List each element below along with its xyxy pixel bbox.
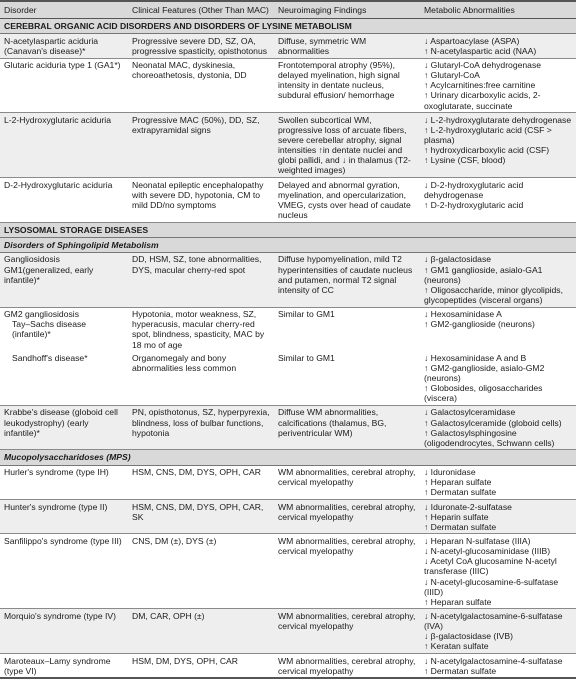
table-row (0, 34, 576, 58)
imaging-cell (274, 500, 420, 534)
disorder-cell (0, 654, 128, 679)
metabolic-cell-line: ↑ Keratan sulfate (424, 641, 489, 652)
imaging-cell-line: Swollen subcortical WM, progressive loss of arcuate fibers, severe cerebellar atrophy, signal intensities ↑in dentate nuclei and globi pallidi, and ↓ in thalamus (T2-weighted images) (278, 114, 411, 176)
disorder-cell-line: Maroteaux–Lamy syndrome (type VI) (4, 655, 111, 676)
metabolic-cell-line: ↑ L-2-hydroxyglutaric acid (CSF > plasma) (424, 124, 552, 146)
metabolic-cell-line: ↓ β-galactosidase (424, 254, 492, 265)
metabolic-cell-line: ↑ Heparin sulfate (424, 511, 489, 522)
metabolic-cell-line: ↓ Hexosaminidase A (424, 309, 502, 320)
table-row (0, 405, 576, 450)
metabolic-cell-line: ↑ GM1 ganglioside, asialo-GA1 (neurons) (424, 264, 543, 285)
disorder-cell-line: Tay–Sachs disease (12, 319, 87, 330)
imaging-cell (274, 58, 420, 113)
clinical-cell-line: HSM, CNS, DM, DYS, OPH, CAR (132, 467, 261, 478)
header-metabolic: Metabolic Abnormalities (420, 1, 576, 19)
metabolic-cell-line: ↓ β-galactosidase (IVB) (424, 631, 514, 642)
metabolic-cell-line: ↑ Urinary dicarboxylic acids, 2-oxoglutarate, succinate (424, 90, 541, 111)
disorder-cell-line: GM2 gangliosidosis (4, 309, 79, 320)
metabolic-cell-line: ↑ Dermatan sulfate (424, 665, 497, 676)
imaging-cell-line: WM abnormalities, cerebral atrophy, cervical myelopathy (278, 501, 416, 522)
metabolic-cell-line: ↓ N-acetylgalactosamine-4-sulfatase (424, 655, 563, 666)
disorder-cell-line: Krabbe's disease (globoid cell leukodystrophy) (early infantile)* (4, 407, 118, 438)
imaging-cell (274, 609, 420, 654)
imaging-cell-line: Diffuse WM abnormalities, calcifications (thalamus, BG, periventricular WM) (278, 407, 387, 438)
clinical-cell-line: Progressive severe DD, SZ, OA, progressive spasticity, opisthotonus (132, 35, 268, 56)
disorder-cell (0, 534, 128, 609)
disorder-cell (0, 58, 128, 113)
table-row (0, 534, 576, 609)
subsection-header-row (0, 450, 576, 465)
table-row (0, 609, 576, 654)
metabolic-cell-line: ↓ N-acetyl-glucosamine-6-sulfatase (IIID) (424, 576, 559, 597)
metabolic-cell-line: ↑ Dermatan sulfate (424, 487, 497, 498)
section-title: CEREBRAL ORGANIC ACID DISORDERS AND DISORDERS OF LYSINE METABOLISM (0, 19, 576, 34)
metabolic-cell-line: ↑ GM2-ganglioside (neurons) (424, 319, 535, 330)
disorder-cell (0, 34, 128, 58)
metabolic-cell (420, 307, 576, 351)
metabolic-cell (420, 465, 576, 499)
metabolic-cell (420, 351, 576, 405)
metabolic-cell (420, 34, 576, 58)
clinical-cell (128, 34, 274, 58)
clinical-cell-line: Hypotonia, motor weakness, SZ, hyperacusis, macular cherry-red spot, blindness, spasticity, MAC by 18 mo of age (132, 309, 265, 350)
metabolic-cell (420, 113, 576, 178)
table-row (0, 465, 576, 499)
clinical-cell (128, 307, 274, 351)
metabolic-cell (420, 534, 576, 609)
metabolic-cell-line: ↓ Galactosylceramidase (424, 407, 516, 418)
clinical-cell (128, 654, 274, 679)
disorder-cell-line: Hunter's syndrome (type II) (4, 501, 108, 512)
table-row (0, 351, 576, 405)
metabolic-cell-line: ↑ Oligosaccharide, minor glycolipids, glycopeptides (visceral organs) (424, 284, 563, 306)
imaging-cell-line: Delayed and abnormal gyration, myelination, and opercularization, VMEG, cysts over head of caudate nucleus (278, 179, 411, 221)
clinical-cell (128, 58, 274, 113)
table-row (0, 58, 576, 113)
metabolic-cell (420, 654, 576, 679)
metabolic-cell-line: ↑ D-2-hydroxyglutaric acid (424, 199, 524, 210)
clinical-cell-line: DD, HSM, SZ, tone abnormalities, DYS, macular cherry-red spot (132, 254, 262, 275)
table-row (0, 500, 576, 534)
section-header-row (0, 19, 576, 34)
clinical-cell-line: PN, opisthotonus, SZ, hyperpyrexia, blindness, loss of bulbar functions, hypotonia (132, 407, 270, 438)
header-neuroimaging: Neuroimaging Findings (274, 1, 420, 19)
imaging-cell (274, 534, 420, 609)
section-title: LYSOSOMAL STORAGE DISEASES (0, 222, 576, 237)
disorder-cell (0, 113, 128, 178)
imaging-cell (274, 113, 420, 178)
metabolic-cell (420, 252, 576, 307)
disorder-cell (0, 405, 128, 450)
clinical-cell (128, 609, 274, 654)
header-disorder: Disorder (0, 1, 128, 19)
imaging-cell-line: WM abnormalities, cerebral atrophy, cervical myelopathy (278, 467, 416, 488)
imaging-cell-line: Similar to GM1 (278, 309, 335, 320)
subsection-header-row (0, 237, 576, 252)
imaging-cell-line: WM abnormalities, cerebral atrophy, cervical myelopathy (278, 535, 416, 557)
clinical-cell-line: Organomegaly and bony abnormalities less common (132, 352, 237, 373)
disorder-cell-line: Glutaric aciduria type 1 (GA1*) (4, 60, 121, 71)
clinical-cell-line: DM, CAR, OPH (±) (132, 610, 205, 621)
metabolic-cell-line: ↓ N-acetyl-glucosaminidase (IIIB) (424, 546, 551, 557)
metabolic-cell-line: ↑ Galactosylsphingosine (oligodendrocytes, Schwann cells) (424, 427, 555, 448)
metabolic-cell-line: ↓ Iduronidase (424, 467, 476, 478)
metabolic-cell (420, 405, 576, 450)
imaging-cell (274, 465, 420, 499)
header-row (0, 1, 576, 19)
disorder-cell-line: (infantile)* (12, 329, 51, 340)
imaging-cell-line: WM abnormalities, cerebral atrophy, cervical myelopathy (278, 655, 416, 676)
metabolic-cell-line: ↓ Aspartoacylase (ASPA) (424, 35, 520, 46)
metabolic-cell-line: ↑ Galactosylceramide (globoid cells) (424, 417, 562, 428)
imaging-cell (274, 654, 420, 679)
clinical-cell (128, 500, 274, 534)
clinical-cell (128, 178, 274, 223)
table-row (0, 113, 576, 178)
imaging-cell-line: WM abnormalities, cerebral atrophy, cervical myelopathy (278, 610, 416, 632)
disorder-cell (0, 178, 128, 223)
metabolic-cell-line: ↓ Glutaryl-CoA dehydrogenase (424, 60, 542, 71)
metabolic-cell-line: ↑ Acylcarnitines:free carnitine (424, 80, 536, 91)
metabolic-cell (420, 500, 576, 534)
metabolic-cell-line: ↓ D-2-hydroxyglutaric acid dehydrogenase (424, 179, 524, 200)
metabolic-cell-line: ↑ Heparan sulfate (424, 596, 492, 607)
metabolic-cell-line: ↑ Lysine (CSF, blood) (424, 155, 506, 166)
metabolic-cell-line: ↑ hydroxydicarboxylic acid (CSF) (424, 145, 550, 156)
disorder-cell-line: D-2-Hydroxyglutaric aciduria (4, 179, 113, 190)
clinical-cell-line: Progressive MAC (50%), DD, SZ, extrapyramidal signs (132, 114, 260, 135)
metabolic-cell-line: ↓ L-2-hydroxyglutarate dehydrogenase (424, 114, 572, 125)
imaging-cell (274, 351, 420, 405)
table-row (0, 654, 576, 679)
metabolic-cell (420, 609, 576, 654)
metabolic-cell-line: ↑ GM2-ganglioside, asialo-GM2 (neurons) (424, 362, 545, 383)
disorder-cell-line: N-acetylaspartic aciduria (Canavan's disease)* (4, 35, 99, 56)
disorder-cell-line: Sandhoff's disease* (12, 352, 88, 363)
section-header-row (0, 222, 576, 237)
clinical-cell-line: HSM, CNS, DM, DYS, OPH, CAR, SK (132, 501, 264, 522)
imaging-cell (274, 405, 420, 450)
clinical-cell-line: HSM, DM, DYS, OPH, CAR (132, 655, 238, 666)
metabolic-cell-line: ↓ Heparan N-sulfatase (IIIA) (424, 535, 531, 546)
metabolic-cell-line: ↓ N-acetylgalactosamine-6-sulfatase (IVA) (424, 610, 563, 632)
metabolic-cell-line: ↓ Acetyl CoA glucosamine N-acetyl transferase (IIIC) (424, 556, 557, 577)
clinical-cell (128, 351, 274, 405)
clinical-cell (128, 252, 274, 307)
clinical-cell (128, 113, 274, 178)
metabolic-cell-line: ↑ Glutaryl-CoA (424, 70, 480, 81)
imaging-cell-line: Similar to GM1 (278, 352, 335, 363)
imaging-cell-line: Diffuse hypomyelination, mild T2 hyperintensities of caudate nucleus and putamen, normal T2 signal intensity of CC (278, 254, 413, 295)
metabolic-cell-line: ↑ N-acetylaspartic acid (NAA) (424, 45, 537, 56)
disorder-cell (0, 252, 128, 307)
imaging-cell-line: Frontotemporal atrophy (95%), delayed myelination, high signal intensity in dentate nucleus, subdural effusion/ hemorrhage (278, 60, 400, 101)
disorder-cell (0, 609, 128, 654)
disorder-cell (0, 307, 128, 351)
imaging-cell (274, 307, 420, 351)
disorder-cell (0, 465, 128, 499)
clinical-cell (128, 465, 274, 499)
metabolic-cell-line: ↑ Globosides, oligosaccharides (viscera) (424, 383, 543, 404)
disorder-cell-line: Gangliosidosis GM1(generalized, early infantile)* (4, 254, 94, 285)
header-clinical-features: Clinical Features (Other Than MAC) (128, 1, 274, 19)
metabolic-cell (420, 58, 576, 113)
metabolic-cell-line: ↓ Iduronate-2-sulfatase (424, 501, 512, 512)
disorder-cell-line: Morquio's syndrome (type IV) (4, 610, 116, 621)
imaging-cell (274, 252, 420, 307)
clinical-cell-line: Neonatal epileptic encephalopathy with severe DD, hypotonia, CM to mild DD/no symptoms (132, 179, 264, 210)
clinical-cell (128, 405, 274, 450)
section-title: Disorders of Sphingolipid Metabolism (0, 237, 576, 252)
disorder-cell (0, 351, 128, 405)
section-title: Mucopolysaccharidoses (MPS) (0, 450, 576, 465)
metabolic-cell (420, 178, 576, 223)
disorder-cell-line: Hurler's syndrome (type IH) (4, 467, 109, 478)
clinical-cell-line: CNS, DM (±), DYS (±) (132, 535, 217, 546)
metabolic-cell-line: ↑ Dermatan sulfate (424, 521, 497, 532)
imaging-cell (274, 34, 420, 58)
metabolic-cell-line: ↓ Hexosaminidase A and B (424, 352, 527, 363)
disorder-cell-line: L-2-Hydroxyglutaric aciduria (4, 114, 111, 125)
clinical-cell-line: Neonatal MAC, dyskinesia, choreoathetosis, dystonia, DD (132, 60, 247, 81)
imaging-cell-line: Diffuse, symmetric WM abnormalities (278, 35, 367, 56)
metabolic-cell-line: ↑ Heparan sulfate (424, 477, 492, 488)
imaging-cell (274, 178, 420, 223)
clinical-cell (128, 534, 274, 609)
table-row (0, 252, 576, 307)
table-body (0, 19, 576, 679)
disorder-cell (0, 500, 128, 534)
disorder-cell-line: Sanfilippo's syndrome (type III) (4, 535, 122, 546)
table-row (0, 307, 576, 351)
table-row (0, 178, 576, 223)
